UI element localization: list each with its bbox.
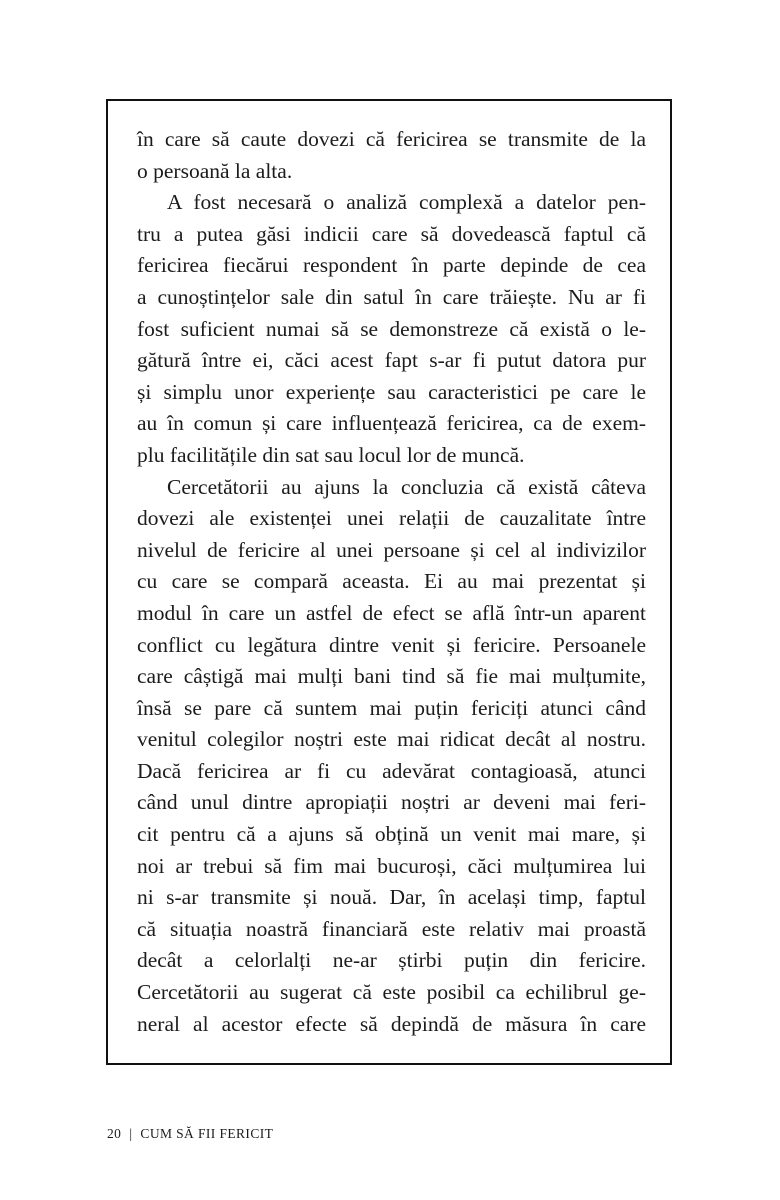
text-line: venitul colegilor noștri este mai ridicat decât al nostru. xyxy=(137,727,646,752)
text-line: și simplu unor experiențe sau caracteristici pe care le xyxy=(137,379,646,404)
text-line: decât a celorlalți ne-ar știrbi puțin din fericire. xyxy=(137,948,646,973)
text-line: fericirea fiecărui respondent în parte depinde de cea xyxy=(137,253,646,278)
text-line: tru a putea găsi indicii care să dovedească faptul că xyxy=(137,221,646,246)
text-line: neral al acestor efecte să depindă de măsura în care xyxy=(137,1011,646,1036)
text-line: cit pentru că a ajuns să obțină un venit mai mare, și xyxy=(137,822,646,847)
text-line: gătură între ei, căci acest fapt s-ar fi putut datora pur xyxy=(137,348,646,373)
text-line: A fost necesară o analiză complexă a datelor pen- xyxy=(167,190,646,215)
text-line: a cunoștințelor sale din satul în care trăiește. Nu ar fi xyxy=(137,284,646,309)
text-line: nivelul de fericire al unei persoane și cel al indivizilor xyxy=(137,537,646,562)
text-line: cu care se compară aceasta. Ei au mai prezentat și xyxy=(137,569,646,594)
text-line: conflict cu legătura dintre venit și fericire. Persoanele xyxy=(137,632,646,657)
running-title: CUM SĂ FII FERICIT xyxy=(140,1126,274,1141)
text-line: modul în care un astfel de efect se află într-un aparent xyxy=(137,600,646,625)
text-line: ni s-ar transmite și nouă. Dar, în același timp, faptul xyxy=(137,885,646,910)
text-line: în care să caute dovezi că fericirea se transmite de la xyxy=(137,127,646,151)
text-line: care câștigă mai mulți bani tind să fie mai mulțumite, xyxy=(137,664,646,689)
text-line: Dacă fericirea ar fi cu adevărat contagioasă, atunci xyxy=(137,758,646,783)
text-line: însă se pare că suntem mai puțin fericiți atunci când xyxy=(137,695,646,720)
text-line: o persoană la alta. xyxy=(137,158,293,183)
page-number: 20 xyxy=(107,1126,122,1141)
page-footer xyxy=(107,1126,273,1142)
text-line: dovezi ale existenței unei relații de cauzalitate între xyxy=(137,506,646,531)
text-line: plu facilitățile din sat sau locul lor de muncă. xyxy=(137,442,525,467)
footer-divider: | xyxy=(129,1126,133,1141)
text-line: Cercetătorii au sugerat că este posibil ca echilibrul ge- xyxy=(137,980,646,1005)
text-line: când unul dintre apropiații noștri ar deveni mai feri- xyxy=(137,790,646,815)
text-block xyxy=(137,124,646,1040)
text-line: noi ar trebui să fim mai bucuroși, căci mulțumirea lui xyxy=(137,853,646,878)
text-line: au în comun și care influențează fericirea, ca de exem- xyxy=(137,411,646,436)
text-line: că situația noastră financiară este relativ mai proastă xyxy=(137,916,646,941)
text-line: Cercetătorii au ajuns la concluzia că există câteva xyxy=(167,474,646,499)
text-line: fost suficient numai să se demonstreze că există o le- xyxy=(137,316,646,341)
